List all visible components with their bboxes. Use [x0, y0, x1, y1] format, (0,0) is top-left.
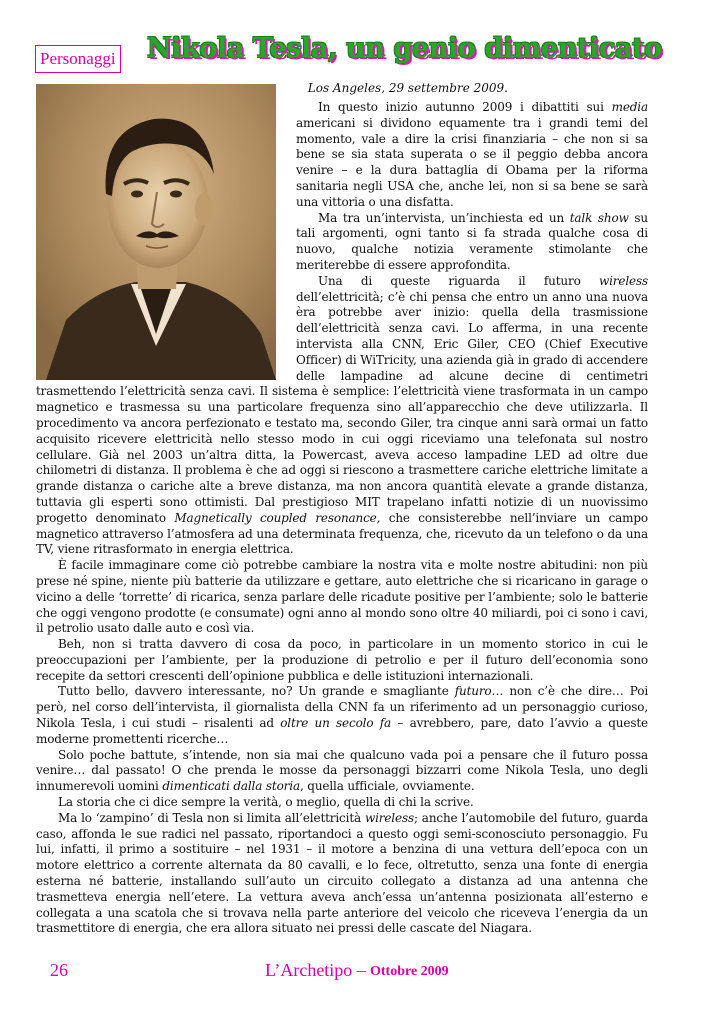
article-paragraph: Ma lo ‘zampino’ di Tesla non si limita all’elettricità wireless; anche l’automobile del futuro, guarda caso, affonda le sue radici nel passato, riportandoci a questo oggi semi-sconosciuto personaggio. Fu lui, infatti, il primo a sostituire – nel 1931 – il motore a benzina di una vettura dell’epoca con un motore elettrico a corrente alternata da 80 cavalli, e lo fece, oltretutto, senza una fonte di energia esterna né batterie, installando sull’auto un circuito collegato a distanza ad una antenna che trasmetteva energia nell’etere. La vettura aveva anch’essa un’antenna posizionata all’esterno e collegata a una scatola che si trovava nella parte anteriore del veicolo che riceveva l’energia da un trasmettitore di energia, che era allora situato nei pressi delle cascate del Niagara.: [36, 810, 648, 936]
article-paragraph: Ma tra un’intervista, un’inchiesta ed un talk show su tali argomenti, ogni tanto si fa strada qualche cosa di nuovo, qualche notizia veramente stimolante che meriterebbe di essere approfondita.: [296, 210, 648, 272]
article-title: Nikola Tesla, un genio dimenticato: [147, 33, 662, 64]
article-paragraph: In questo inizio autunno 2009 i dibattiti sui media americani si dividono equamente tra i grandi temi del momento, vale a dire la crisi finanziaria – che non si sa bene se sia stata superata o se il peggio debba ancora venire – e la dura battaglia di Obama per la riforma sanitaria negli USA che, anche lei, non si sa bene se sarà una vittoria o una disfatta.: [296, 100, 648, 209]
italic-term: futuro…: [454, 684, 504, 699]
page-number: 26: [50, 960, 68, 980]
italic-term: Magnetically coupled resonance,: [174, 510, 381, 525]
article-paragraph: Tutto bello, davvero interessante, no? Un grande e smagliante futuro… non c’è che dire… Poi però, nel corso dell’intervista, il giornalista della CNN fa un riferimento ad un personaggio curioso, Nikola Tesla, i cui studi – risalenti ad oltre un secolo fa – avrebbero, pare, dato l’avvio a queste moderne promettenti ricerche…: [36, 684, 649, 746]
article-paragraph: È facile immaginare come ciò potrebbe cambiare la nostra vita e molte nostre abitudini: non più prese né spine, niente più batterie da utilizzare e gettare, auto elettriche che si ricaricano in garage o vicino a delle ‘torrette’ di ricarica, senza parlare delle ricadute positive per l’ambiente; solo le batterie che oggi vengono prodotte (e consumate) ogni anno al mondo sono oltre 40 miliardi, poi ci sono i cavi, il petrolio usato dalle auto e così via.: [36, 558, 648, 636]
article-body: [36, 80, 648, 940]
page-header: [0, 0, 724, 80]
article-paragraph: Beh, non si tratta davvero di cosa da poco, in particolare in un momento storico in cui le preoccupazioni per l’ambiente, per la produzione di petrolio e per il futuro dell’economia sono recepite da settori crescenti dell’opinione pubblica e delle istituzioni internazionali.: [36, 637, 648, 683]
italic-term: media: [611, 100, 648, 114]
photo-spacer: [36, 80, 276, 380]
article-dateline: Los Angeles, 29 settembre 2009.: [307, 81, 508, 95]
article-paragraph: Solo poche battute, s’intende, non sia mai che qualcuno vada poi a pensare che il futuro possa venire… dal passato! O che prenda le mosse da personaggi bizzarri come Nikola Tesla, uno degli innumerevoli uomini dimenticati dalla storia, quella ufficiale, ovviamente.: [36, 747, 648, 794]
italic-term: dimenticati dalla storia: [162, 779, 300, 794]
article-paragraph: Una di queste riguarda il futuro wireless dell’elettricità; c’è chi pensa che entro un anno una nuova èra potrebbe aver inizio: quella della trasmissione dell’elettricità senza cavi. Lo afferma, in una recente intervista alla CNN, Eric Giler, CEO (Chief Executive Officer) di WiTricity, una azienda già in grado di accendere delle lampadine ad alcune decine di centimetri trasmettendo l’elettricità senza cavi. Il sistema è semplice: l’elettricità viene trasformata in un campo magnetico e trasmessa su una particolare frequenza sino all’apparecchio che deve utilizzarla. Il procedimento va ancora perfezionato e testato ma, secondo Giler, tra cinque anni sarà ormai un fatto acquisito ricevere elettricità nello stesso modo in cui oggi riceviamo una telefonata sul nostro cellulare. Già nel 2003 un’altra ditta, la Powercast, aveva acceso lampadine LED ad oltre due chilometri di distanza. Il problema è che ad oggi si riescono a trasmettere cariche elettriche limitate a grande distanza o cariche alte a breve distanza, ma non ancora quantità elevate a grande distanza, tuttavia gli esperti sono ottimisti. Dal prestigioso MIT trapelano infatti notizie di un nuovissimo progetto denominato Magnetically coupled resonance, che consisterebbe nell’inviare un campo magnetico attraverso l’atmosfera ad una determinata frequenza, che, ricevuto da un telefono o da una TV, viene ritrasformato in energia elettrica.: [36, 273, 649, 557]
section-label: Personaggi: [35, 45, 121, 73]
magazine-name: L’Archetipo –: [265, 960, 366, 980]
italic-term: wireless: [364, 810, 414, 825]
issue-date: Ottobre 2009: [370, 964, 449, 979]
italic-term: wireless: [598, 273, 648, 288]
article-paragraph: La storia che ci dice sempre la verità, o meglio, quella di chi la scrive.: [58, 795, 474, 810]
italic-term: oltre un secolo fa: [280, 716, 392, 731]
italic-term: talk show: [569, 210, 629, 225]
page-footer: [0, 956, 724, 986]
